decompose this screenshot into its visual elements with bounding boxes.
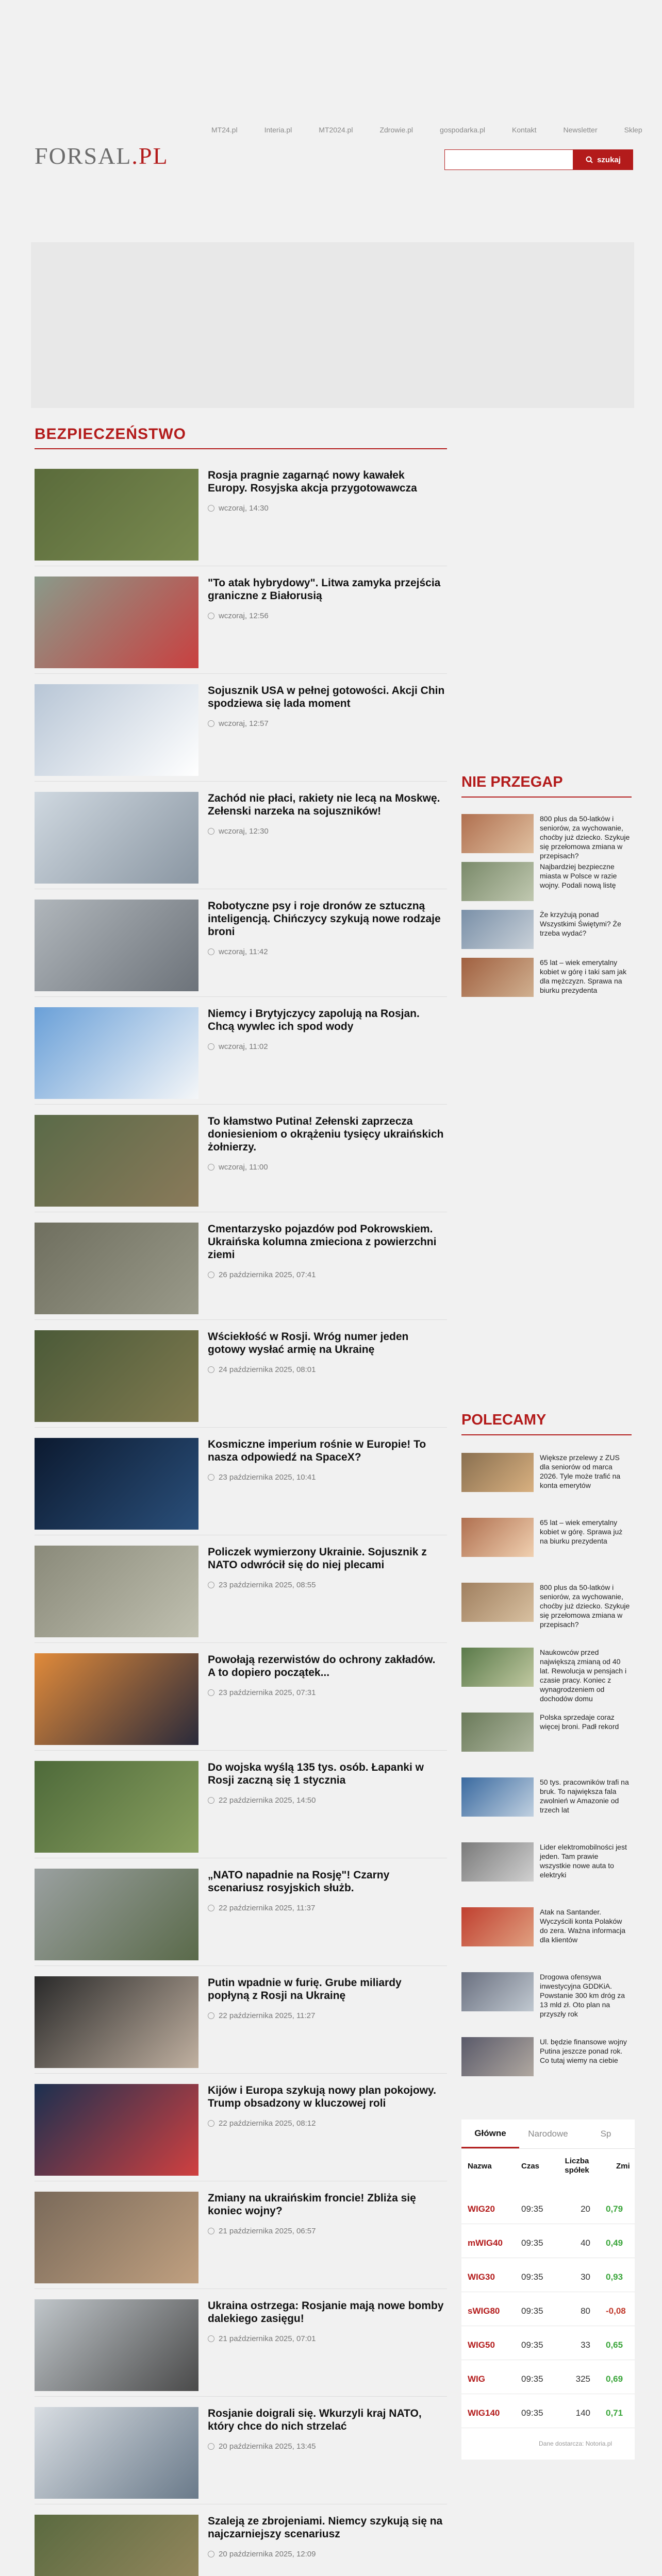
article-time xyxy=(208,504,269,513)
top-link[interactable]: MT24.pl xyxy=(211,126,238,134)
stock-change: 0,49 xyxy=(606,2238,623,2248)
stock-row[interactable] xyxy=(461,2399,635,2428)
clock-icon xyxy=(208,2228,214,2234)
top-link[interactable]: Kontakt xyxy=(511,126,537,134)
article-time-text: 22 października 2025, 11:37 xyxy=(219,1904,316,1912)
article-image[interactable] xyxy=(35,1223,198,1314)
stock-time: 09:35 xyxy=(521,2306,543,2316)
article-time xyxy=(208,719,269,728)
article-image[interactable] xyxy=(35,900,198,991)
article-item[interactable] xyxy=(35,2407,447,2504)
article-image[interactable] xyxy=(35,2407,198,2499)
stock-change: 0,79 xyxy=(606,2204,623,2214)
article-item[interactable] xyxy=(35,900,447,997)
stock-count: 140 xyxy=(575,2408,590,2418)
side-text[interactable]: 800 plus da 50-latków i seniorów, za wychowanie, choćby już dziecko. Szykuje się przełomowa zmiana w przepisach? xyxy=(540,815,630,860)
article-time xyxy=(208,2550,316,2558)
article-time xyxy=(208,2119,316,2128)
article-time xyxy=(208,612,269,620)
article-item[interactable] xyxy=(35,1761,447,1858)
stock-count: 30 xyxy=(581,2272,590,2282)
stock-row[interactable] xyxy=(461,2195,635,2224)
article-time-text: wczoraj, 11:02 xyxy=(219,1042,268,1051)
clock-icon xyxy=(208,1582,214,1588)
article-time xyxy=(208,1042,268,1051)
stock-tab[interactable]: Narodowe xyxy=(528,2129,568,2139)
article-time-text: 23 października 2025, 10:41 xyxy=(219,1473,316,1482)
clock-icon xyxy=(208,948,214,955)
stock-change: 0,65 xyxy=(606,2340,623,2350)
stock-name[interactable]: sWIG80 xyxy=(468,2306,500,2316)
article-title[interactable]: „NATO napadnie na Rosję"! Czarny scenariusz rosyjskich służb. xyxy=(208,1869,390,1894)
article-item[interactable] xyxy=(35,1223,447,1320)
clock-icon xyxy=(208,1366,214,1373)
side-text[interactable]: 800 plus da 50-latków i seniorów, za wychowanie, choćby już dziecko. Szykuje się przełomowa zmiana w przepisach? xyxy=(540,1583,630,1629)
stock-change: 0,93 xyxy=(606,2272,623,2282)
stock-count: 20 xyxy=(581,2204,590,2214)
article-image[interactable] xyxy=(35,469,198,561)
article-time xyxy=(208,2442,316,2451)
article-image[interactable] xyxy=(35,1976,198,2068)
section-title: BEZPIECZEŃSTWO xyxy=(35,426,187,443)
clock-icon xyxy=(208,2335,214,2342)
side-thumb[interactable] xyxy=(461,1648,534,1687)
side-text[interactable]: Naukowców przed największą zmianą od 40 lat. Rewolucja w pensjach i czasie pracy. Koniec z wynagrodzeniem od dochodów domu xyxy=(540,1648,627,1703)
article-title[interactable]: Rosjanie doigrali się. Wkurzyli kraj NATO, który chce do nich strzelać xyxy=(208,2408,422,2432)
article-image[interactable] xyxy=(35,2192,198,2283)
col-count: Liczba spółek xyxy=(565,2157,589,2175)
stock-tab[interactable]: Sp xyxy=(600,2129,611,2139)
stock-row[interactable] xyxy=(461,2297,635,2326)
stock-count: 325 xyxy=(575,2374,590,2384)
article-time xyxy=(208,2011,315,2020)
stock-change: 0,71 xyxy=(606,2408,623,2418)
clock-icon xyxy=(208,1272,214,1278)
top-bar xyxy=(0,0,662,129)
polecamy-title: POLECAMY xyxy=(461,1412,547,1428)
article-title[interactable]: Powołają rezerwistów do ochrony zakładów. A to dopiero początek... xyxy=(208,1654,436,1679)
article-title[interactable]: Szaleją ze zbrojeniami. Niemcy szykują się na najczarniejszy scenariusz xyxy=(208,2515,443,2540)
stock-time: 09:35 xyxy=(521,2408,543,2418)
article-title[interactable]: Rosja pragnie zagarnąć nowy kawałek Europy. Rosyjska akcja przygotowawcza xyxy=(208,469,417,494)
article-title[interactable]: Kosmiczne imperium rośnie w Europie! To nasza odpowiedź na SpaceX? xyxy=(208,1438,426,1463)
article-image[interactable] xyxy=(35,1653,198,1745)
stock-row[interactable] xyxy=(461,2229,635,2258)
article-image[interactable] xyxy=(35,1761,198,1853)
stock-count: 80 xyxy=(581,2306,590,2316)
article-time-text: wczoraj, 11:42 xyxy=(219,947,268,956)
top-link[interactable]: Newsletter xyxy=(563,126,598,134)
side-text[interactable]: Atak na Santander. Wyczyścili konta Polaków do zera. Ważna informacja dla klientów xyxy=(540,1908,625,1944)
article-title[interactable]: Cmentarzysko pojazdów pod Pokrowskiem. Ukraińska kolumna zmieciona z powierzchni ziemi xyxy=(208,1223,437,1261)
side-text[interactable]: Drogowa ofensywa inwestycyjna GDDKiA. Powstanie 300 km dróg za 13 mld zł. Oto plan na przyszły rok xyxy=(540,1973,625,2018)
site-logo[interactable] xyxy=(35,142,169,170)
side-thumb[interactable] xyxy=(461,1583,534,1622)
side-text[interactable]: 50 tys. pracowników trafi na bruk. To największa fala zwolnień w Amazonie od trzech lat xyxy=(540,1778,629,1814)
side-thumb[interactable] xyxy=(461,2037,534,2076)
article-time xyxy=(208,1365,316,1374)
article-image[interactable] xyxy=(35,1869,198,1960)
side-text[interactable]: 65 lat – wiek emerytalny kobiet w górę i taki sam jak dla mężczyzn. Sprawa na biurku prezydenta xyxy=(540,958,627,994)
article-title[interactable]: Do wojska wyślą 135 tys. osób. Łapanki w Rosji zaczną się 1 stycznia xyxy=(208,1761,424,1786)
article-title[interactable]: Robotyczne psy i roje dronów ze sztuczną inteligencją. Chińczycy szykują nowe rodzaje broni xyxy=(208,900,441,938)
article-time xyxy=(208,1270,316,1279)
article-time-text: 20 października 2025, 12:09 xyxy=(219,2550,316,2558)
article-time-text: 23 października 2025, 07:31 xyxy=(219,1688,316,1697)
article-time-text: 26 października 2025, 07:41 xyxy=(219,1270,316,1279)
stock-source: Dane dostarcza: Notoria.pl xyxy=(539,2440,613,2447)
stock-time: 09:35 xyxy=(521,2204,543,2214)
article-image[interactable] xyxy=(35,1438,198,1530)
stock-name[interactable]: WIG30 xyxy=(468,2272,495,2282)
clock-icon xyxy=(208,505,214,512)
article-time-text: 22 października 2025, 14:50 xyxy=(219,1796,316,1805)
article-title[interactable]: Wściekłość w Rosji. Wróg numer jeden gotowy wysłać armię na Ukrainę xyxy=(208,1331,409,1355)
article-time-text: wczoraj, 14:30 xyxy=(219,504,269,513)
article-time-text: wczoraj, 12:57 xyxy=(219,719,269,728)
article-item[interactable] xyxy=(35,792,447,889)
article-time-text: 21 października 2025, 07:01 xyxy=(219,2334,316,2343)
ad-banner xyxy=(31,242,634,408)
clock-icon xyxy=(208,1689,214,1696)
top-link[interactable]: gospodarka.pl xyxy=(440,126,485,134)
article-item[interactable] xyxy=(35,2299,447,2397)
col-time: Czas xyxy=(521,2162,540,2171)
clock-icon xyxy=(208,2443,214,2450)
article-time xyxy=(208,2334,316,2343)
article-item[interactable] xyxy=(35,1330,447,1428)
top-link[interactable]: Zdrowie.pl xyxy=(379,126,413,134)
side-thumb[interactable] xyxy=(461,1842,534,1882)
stock-name[interactable]: mWIG40 xyxy=(468,2238,503,2248)
clock-icon xyxy=(208,828,214,835)
article-title[interactable]: Policzek wymierzony Ukrainie. Sojusznik z NATO odwrócił się do niej plecami xyxy=(208,1546,427,1571)
stock-name[interactable]: WIG50 xyxy=(468,2340,495,2350)
stock-row[interactable] xyxy=(461,2263,635,2292)
side-thumb[interactable] xyxy=(461,814,534,853)
stock-time: 09:35 xyxy=(521,2272,543,2282)
article-image[interactable] xyxy=(35,1546,198,1637)
top-link[interactable]: Interia.pl xyxy=(264,126,292,134)
article-image[interactable] xyxy=(35,792,198,884)
article-time-text: wczoraj, 11:00 xyxy=(219,1163,268,1172)
article-item[interactable] xyxy=(35,1115,447,1212)
article-time xyxy=(208,1163,268,1172)
stock-tabs xyxy=(461,2120,635,2149)
col-change: Zmi xyxy=(616,2162,630,2171)
top-link[interactable]: MT2024.pl xyxy=(319,126,353,134)
article-image[interactable] xyxy=(35,2084,198,2176)
article-title[interactable]: To kłamstwo Putina! Zełenski zaprzecza doniesieniom o okrążeniu tysięcy ukraińskich żołnierzy. xyxy=(208,1115,444,1153)
stock-time: 09:35 xyxy=(521,2238,543,2248)
side-thumb[interactable] xyxy=(461,1907,534,1946)
article-title[interactable]: Ukraina ostrzega: Rosjanie mają nowe bomby dalekiego zasięgu! xyxy=(208,2300,444,2325)
stock-name[interactable]: WIG140 xyxy=(468,2408,500,2418)
side-text[interactable]: Ul. będzie finansowe wojny Putina jeszcze ponad rok. Co tutaj wiemy na ciebie xyxy=(540,2038,627,2064)
article-title[interactable]: Niemcy i Brytyjczycy zapolują na Rosjan. Chcą wywlec ich spod wody xyxy=(208,1008,420,1032)
logo-part1: FORSAL xyxy=(35,143,132,169)
side-thumb[interactable] xyxy=(461,862,534,901)
article-time-text: wczoraj, 12:30 xyxy=(219,827,269,836)
stock-widget xyxy=(461,2120,635,2460)
side-thumb[interactable] xyxy=(461,1972,534,2011)
article-item[interactable] xyxy=(35,1653,447,1751)
section-rule xyxy=(35,448,447,449)
article-time xyxy=(208,1581,316,1589)
side-text[interactable]: Że krzyżują ponad Wszystkimi Świętymi? Że trzeba wydać? xyxy=(540,910,621,937)
clock-icon xyxy=(208,1164,214,1171)
col-name: Nazwa xyxy=(468,2162,492,2171)
article-time xyxy=(208,1473,316,1482)
nie-przegap-rule xyxy=(461,796,632,798)
stock-name[interactable]: WIG20 xyxy=(468,2204,495,2214)
search-input[interactable] xyxy=(444,149,573,170)
article-title[interactable]: Putin wpadnie w furię. Grube miliardy popłyną z Rosji na Ukrainę xyxy=(208,1977,402,2002)
side-thumb[interactable] xyxy=(461,958,534,997)
article-time xyxy=(208,827,269,836)
clock-icon xyxy=(208,1905,214,1911)
stock-count: 40 xyxy=(581,2238,590,2248)
article-time-text: 21 października 2025, 06:57 xyxy=(219,2227,316,2235)
article-image[interactable] xyxy=(35,577,198,668)
side-text[interactable]: Najbardziej bezpieczne miasta w Polsce w razie wojny. Podali nową listę xyxy=(540,862,617,889)
article-time-text: 22 października 2025, 08:12 xyxy=(219,2119,316,2128)
article-time xyxy=(208,947,268,956)
article-time xyxy=(208,1904,315,1912)
article-item[interactable] xyxy=(35,1438,447,1535)
article-image[interactable] xyxy=(35,1115,198,1207)
clock-icon xyxy=(208,1474,214,1481)
article-time-text: 20 października 2025, 13:45 xyxy=(219,2442,316,2451)
article-image[interactable] xyxy=(35,2299,198,2391)
article-time-text: 23 października 2025, 08:55 xyxy=(219,1581,316,1589)
stock-change: 0,69 xyxy=(606,2374,623,2384)
clock-icon xyxy=(208,2012,214,2019)
article-title[interactable]: Zmiany na ukraińskim froncie! Zbliża się koniec wojny? xyxy=(208,2192,416,2217)
article-time xyxy=(208,1796,316,1805)
nie-przegap-title: NIE PRZEGAP xyxy=(461,774,563,790)
polecamy-rule xyxy=(461,1434,632,1435)
article-title[interactable]: Sojusznik USA w pełnej gotowości. Akcji Chin spodziewa się lada moment xyxy=(208,685,445,709)
article-item[interactable] xyxy=(35,2084,447,2181)
article-item[interactable] xyxy=(35,1976,447,2074)
logo-part2: .PL xyxy=(131,143,169,169)
article-image[interactable] xyxy=(35,684,198,776)
side-thumb[interactable] xyxy=(461,1453,534,1492)
article-item[interactable] xyxy=(35,469,447,566)
side-text[interactable]: Większe przelewy z ZUS dla seniorów od marca 2026. Tyle może trafić na konta emerytów xyxy=(540,1453,621,1489)
clock-icon xyxy=(208,1043,214,1050)
stock-time: 09:35 xyxy=(521,2374,543,2384)
article-item[interactable] xyxy=(35,1546,447,1643)
stock-name[interactable]: WIG xyxy=(468,2374,485,2384)
clock-icon xyxy=(208,2120,214,2127)
top-link[interactable]: Sklep xyxy=(624,126,642,134)
article-item[interactable] xyxy=(35,1007,447,1105)
side-text[interactable]: 65 lat – wiek emerytalny kobiet w górę. Sprawa już na biurku prezydenta xyxy=(540,1518,623,1545)
stock-tab[interactable]: Główne xyxy=(461,2120,519,2148)
article-time-text: 22 października 2025, 11:27 xyxy=(219,2011,316,2020)
article-item[interactable] xyxy=(35,577,447,674)
article-image[interactable] xyxy=(35,1330,198,1422)
search-icon xyxy=(586,156,593,163)
side-thumb[interactable] xyxy=(461,1777,534,1817)
article-time-text: wczoraj, 12:56 xyxy=(219,612,269,620)
stock-count: 33 xyxy=(581,2340,590,2350)
article-item[interactable] xyxy=(35,684,447,782)
side-text[interactable]: Lider elektromobilności jest jeden. Tam prawie wszystkie nowe auta to elektryki xyxy=(540,1843,627,1879)
search-button[interactable] xyxy=(573,149,633,170)
article-time-text: 24 października 2025, 08:01 xyxy=(219,1365,316,1374)
clock-icon xyxy=(208,2551,214,2557)
top-links xyxy=(211,126,642,134)
article-title[interactable]: "To atak hybrydowy". Litwa zamyka przejścia graniczne z Białorusią xyxy=(208,577,441,602)
article-title[interactable]: Kijów i Europa szykują nowy plan pokojowy. Trump obsadzony w kluczowej roli xyxy=(208,2084,437,2109)
article-item[interactable] xyxy=(35,2192,447,2289)
article-item[interactable] xyxy=(35,1869,447,1966)
clock-icon xyxy=(208,613,214,619)
stock-time: 09:35 xyxy=(521,2340,543,2350)
stock-row[interactable] xyxy=(461,2331,635,2360)
article-image[interactable] xyxy=(35,2515,198,2576)
article-time xyxy=(208,2227,316,2235)
stock-change: -0,08 xyxy=(606,2306,626,2316)
side-thumb[interactable] xyxy=(461,1518,534,1557)
article-time xyxy=(208,1688,316,1697)
article-image[interactable] xyxy=(35,1007,198,1099)
side-thumb[interactable] xyxy=(461,910,534,949)
search-button-label: szukaj xyxy=(597,155,621,164)
clock-icon xyxy=(208,1797,214,1804)
side-thumb[interactable] xyxy=(461,1713,534,1752)
article-title[interactable]: Zachód nie płaci, rakiety nie lecą na Moskwę. Zełenski narzeka na sojuszników! xyxy=(208,792,440,817)
article-item[interactable] xyxy=(35,2515,447,2576)
clock-icon xyxy=(208,720,214,727)
side-text[interactable]: Polska sprzedaje coraz więcej broni. Padł rekord xyxy=(540,1713,619,1731)
stock-row[interactable] xyxy=(461,2365,635,2394)
